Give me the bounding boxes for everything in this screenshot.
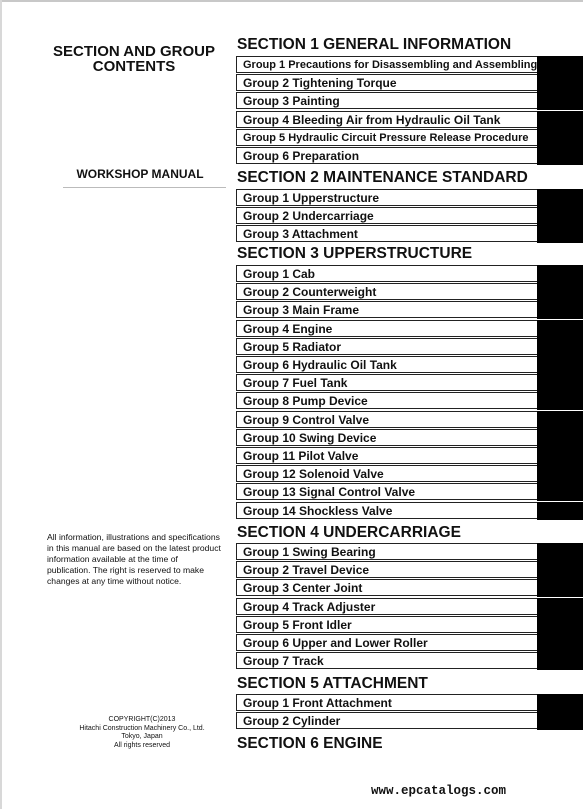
group-label: Group 5 Front Idler: [243, 617, 352, 632]
section-heading[interactable]: SECTION 1 GENERAL INFORMATION: [237, 36, 512, 53]
group-row[interactable]: [236, 207, 583, 224]
group-row[interactable]: [236, 634, 583, 651]
index-tab: [537, 301, 583, 319]
group-row[interactable]: [236, 283, 583, 300]
group-label: Group 8 Pump Device: [243, 394, 368, 409]
index-tab: [537, 652, 583, 670]
group-row[interactable]: [236, 147, 583, 164]
section-heading[interactable]: SECTION 4 UNDERCARRIAGE: [237, 524, 461, 541]
group-label: Group 4 Track Adjuster: [243, 599, 376, 614]
contents-title-line2: CONTENTS: [92, 58, 176, 75]
group-row[interactable]: [236, 694, 583, 711]
group-label: Group 13 Signal Control Valve: [243, 485, 416, 500]
group-row[interactable]: [236, 598, 583, 615]
contents-title-line1: SECTION AND GROUP: [53, 43, 215, 60]
index-tab: [537, 616, 583, 634]
group-row[interactable]: [236, 483, 583, 500]
copyright-line: All rights reserved: [113, 741, 171, 749]
group-row[interactable]: [236, 189, 583, 206]
index-tab: [537, 502, 583, 520]
group-label: Group 4 Engine: [243, 321, 333, 336]
group-row[interactable]: [236, 92, 583, 109]
index-tab: [537, 92, 583, 110]
index-tab: [537, 465, 583, 483]
group-label: Group 14 Shockless Valve: [243, 503, 393, 518]
group-row[interactable]: [236, 225, 583, 242]
index-tab: [537, 374, 583, 392]
group-row[interactable]: [236, 429, 583, 446]
group-label: Group 1 Upperstructure: [243, 191, 380, 205]
group-row[interactable]: [236, 129, 583, 146]
contents-title: [44, 44, 224, 74]
group-row[interactable]: [236, 338, 583, 355]
index-tab: [537, 579, 583, 597]
index-tab: [537, 561, 583, 579]
index-tab: [537, 429, 583, 447]
group-label: Group 3 Attachment: [243, 227, 358, 242]
index-tab: [537, 283, 583, 301]
group-label: Group 12 Solenoid Valve: [243, 467, 384, 482]
index-tab: [537, 356, 583, 374]
group-row[interactable]: [236, 56, 583, 73]
manual-label: WORKSHOP MANUAL: [76, 167, 204, 181]
group-row[interactable]: [236, 356, 583, 373]
index-tab: [537, 189, 583, 207]
group-label: Group 2 Travel Device: [243, 563, 370, 578]
group-row[interactable]: [236, 712, 583, 729]
group-label: Group 6 Preparation: [243, 149, 360, 163]
group-row[interactable]: [236, 74, 583, 91]
group-row[interactable]: [236, 392, 583, 409]
top-border: [0, 0, 583, 2]
group-label: Group 1 Front Attachment: [243, 696, 392, 710]
group-label: Group 11 Pilot Valve: [243, 449, 359, 463]
group-row[interactable]: [236, 579, 583, 596]
group-row[interactable]: [236, 111, 583, 128]
index-tab: [537, 483, 583, 501]
group-row[interactable]: [236, 465, 583, 482]
manual-divider: [63, 187, 226, 188]
index-tab: [537, 712, 583, 730]
copyright-line: Hitachi Construction Machinery Co., Ltd.: [79, 724, 205, 732]
group-label: Group 3 Main Frame: [243, 303, 360, 318]
group-label: Group 2 Tightening Torque: [243, 76, 397, 91]
index-tab: [537, 411, 583, 429]
group-row[interactable]: [236, 374, 583, 391]
index-tab: [537, 447, 583, 465]
index-tab: [537, 598, 583, 616]
index-tab: [537, 543, 583, 561]
group-label: Group 9 Control Valve: [243, 412, 370, 427]
index-tab: [537, 207, 583, 225]
index-tab: [537, 225, 583, 243]
index-tab: [537, 129, 583, 147]
group-label: Group 1 Precautions for Disassembling and Assembling: [243, 59, 538, 71]
group-label: Group 1 Swing Bearing: [243, 545, 376, 559]
index-tab: [537, 74, 583, 92]
section-heading[interactable]: SECTION 6 ENGINE: [237, 735, 383, 752]
disclaimer-text: All information, illustrations and specifications in this manual are based on the latest product information available at the time of publication. The right is reserved to make changes at any time without notice.: [47, 532, 221, 586]
group-label: Group 10 Swing Device: [243, 430, 377, 445]
group-row[interactable]: [236, 447, 583, 464]
group-row[interactable]: [236, 301, 583, 318]
copyright-line: COPYRIGHT(C)2013: [108, 716, 176, 723]
index-tab: [537, 111, 583, 129]
group-row[interactable]: [236, 616, 583, 633]
group-label: Group 2 Counterweight: [243, 285, 377, 300]
group-row[interactable]: [236, 265, 583, 282]
group-label: Group 7 Fuel Tank: [243, 376, 348, 391]
group-row[interactable]: [236, 561, 583, 578]
group-label: Group 5 Radiator: [243, 339, 342, 354]
index-tab: [537, 147, 583, 165]
group-label: Group 4 Bleeding Air from Hydraulic Oil Tank: [243, 112, 501, 127]
group-label: Group 2 Cylinder: [243, 714, 341, 729]
group-row[interactable]: [236, 652, 583, 669]
left-border: [0, 0, 2, 809]
group-label: Group 6 Hydraulic Oil Tank: [243, 358, 397, 372]
index-tab: [537, 634, 583, 652]
index-tab: [537, 338, 583, 356]
index-tab: [537, 56, 583, 74]
footer-url: www.epcatalogs.com: [371, 784, 507, 798]
copyright-line: Tokyo, Japan: [121, 733, 163, 740]
section-heading[interactable]: SECTION 2 MAINTENANCE STANDARD: [237, 169, 528, 186]
group-row[interactable]: [236, 543, 583, 560]
section-heading[interactable]: SECTION 3 UPPERSTRUCTURE: [237, 245, 473, 262]
group-row[interactable]: [236, 411, 583, 428]
group-label: Group 7 Track: [243, 654, 324, 669]
group-label: Group 3 Painting: [243, 94, 340, 109]
section-heading[interactable]: SECTION 5 ATTACHMENT: [237, 675, 428, 692]
group-label: Group 1 Cab: [243, 267, 316, 281]
index-tab: [537, 392, 583, 410]
index-tab: [537, 694, 583, 712]
index-tab: [537, 320, 583, 338]
group-row[interactable]: [236, 320, 583, 337]
group-label: Group 6 Upper and Lower Roller: [243, 636, 428, 650]
group-label: Group 3 Center Joint: [243, 581, 363, 596]
index-tab: [537, 265, 583, 283]
group-label: Group 5 Hydraulic Circuit Pressure Release Procedure: [243, 131, 529, 144]
group-row[interactable]: [236, 502, 583, 519]
copyright-block: [62, 716, 222, 750]
group-label: Group 2 Undercarriage: [243, 209, 374, 224]
